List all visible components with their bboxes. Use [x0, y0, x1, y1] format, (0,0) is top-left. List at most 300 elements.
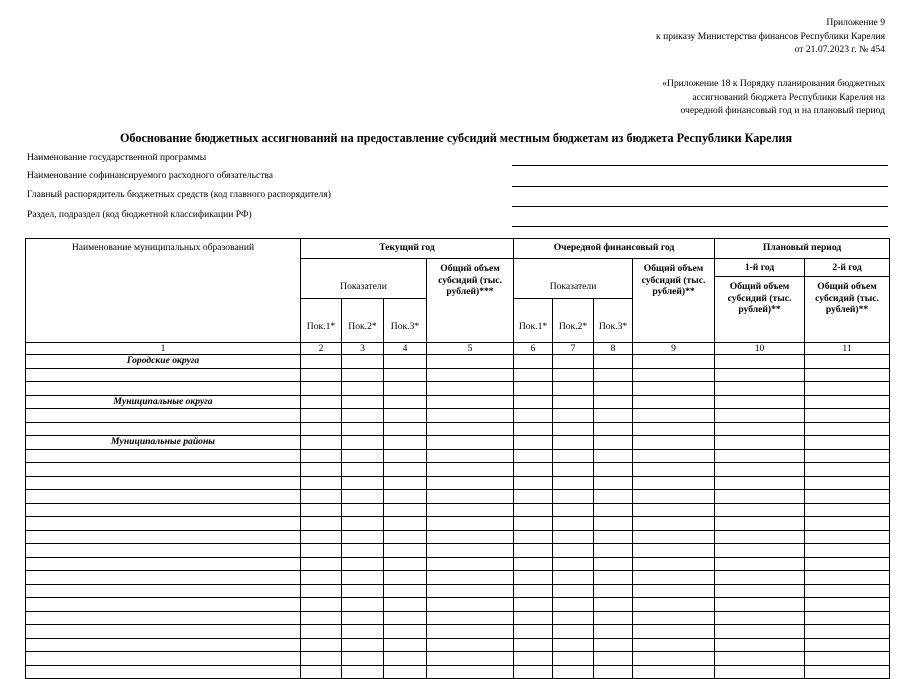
table-cell[interactable]	[342, 652, 384, 666]
table-cell[interactable]	[384, 598, 427, 612]
table-cell[interactable]	[342, 368, 384, 382]
table-cell[interactable]	[342, 625, 384, 639]
table-cell[interactable]	[427, 598, 514, 612]
table-cell[interactable]	[514, 530, 553, 544]
table-cell[interactable]	[633, 625, 715, 639]
table-cell[interactable]	[594, 625, 633, 639]
table-cell[interactable]	[633, 409, 715, 423]
table-cell[interactable]	[715, 409, 805, 423]
table-cell[interactable]	[514, 368, 553, 382]
table-cell[interactable]	[633, 463, 715, 477]
table-row	[26, 382, 890, 396]
table-cell[interactable]	[342, 544, 384, 558]
table-row	[26, 517, 890, 531]
table-cell[interactable]	[805, 382, 890, 396]
table-cell[interactable]	[553, 463, 594, 477]
table-cell[interactable]	[301, 530, 342, 544]
table-cell[interactable]	[514, 584, 553, 598]
table-cell[interactable]	[342, 355, 384, 369]
table-cell[interactable]	[301, 476, 342, 490]
table-cell[interactable]	[301, 355, 342, 369]
table-cell[interactable]	[427, 544, 514, 558]
table-cell[interactable]	[384, 490, 427, 504]
table-cell[interactable]	[805, 625, 890, 639]
table-cell[interactable]	[514, 409, 553, 423]
table-cell[interactable]	[633, 530, 715, 544]
table-cell[interactable]	[805, 463, 890, 477]
column-number: 4	[384, 343, 427, 355]
table-cell[interactable]	[594, 571, 633, 585]
table-cell[interactable]	[26, 557, 301, 571]
table-cell[interactable]	[514, 571, 553, 585]
table-cell[interactable]	[514, 382, 553, 396]
table-cell[interactable]	[342, 517, 384, 531]
table-cell[interactable]	[715, 503, 805, 517]
table-cell[interactable]	[633, 517, 715, 531]
table-cell[interactable]	[301, 598, 342, 612]
table-cell[interactable]	[633, 652, 715, 666]
table-cell[interactable]	[805, 665, 890, 679]
table-cell[interactable]	[26, 571, 301, 585]
table-cell[interactable]	[301, 652, 342, 666]
table-cell[interactable]	[342, 503, 384, 517]
table-cell[interactable]	[514, 517, 553, 531]
field-line-section[interactable]	[512, 226, 888, 227]
header-pok2-next: Пок.2*	[553, 299, 594, 343]
table-cell[interactable]	[342, 463, 384, 477]
table-cell[interactable]	[301, 611, 342, 625]
table-cell[interactable]	[633, 422, 715, 436]
table-cell[interactable]	[805, 571, 890, 585]
column-number: 5	[427, 343, 514, 355]
table-cell[interactable]	[553, 652, 594, 666]
table-cell[interactable]	[633, 490, 715, 504]
header-year-1: 1-й год	[715, 259, 805, 277]
table-cell[interactable]	[342, 422, 384, 436]
table-cell[interactable]	[553, 665, 594, 679]
table-cell[interactable]	[384, 530, 427, 544]
table-cell[interactable]	[384, 584, 427, 598]
table-cell[interactable]	[384, 463, 427, 477]
table-cell[interactable]	[384, 422, 427, 436]
table-cell[interactable]	[384, 409, 427, 423]
header-planning-period: Плановый период	[715, 239, 890, 259]
table-cell[interactable]	[26, 382, 301, 396]
table-cell[interactable]	[427, 571, 514, 585]
field-label-program: Наименование государственной программы	[27, 152, 207, 163]
table-cell[interactable]	[805, 611, 890, 625]
table-cell[interactable]	[553, 409, 594, 423]
table-cell[interactable]	[715, 611, 805, 625]
table-cell[interactable]	[715, 490, 805, 504]
table-cell[interactable]	[553, 395, 594, 409]
table-cell[interactable]	[384, 355, 427, 369]
table-cell[interactable]	[427, 611, 514, 625]
table-cell[interactable]	[384, 652, 427, 666]
table-cell[interactable]	[594, 544, 633, 558]
table-cell[interactable]	[715, 598, 805, 612]
table-cell[interactable]	[633, 584, 715, 598]
table-cell[interactable]	[805, 557, 890, 571]
table-cell[interactable]	[26, 611, 301, 625]
order-date: от 21.07.2023 г. № 454	[794, 44, 885, 55]
table-cell[interactable]	[384, 638, 427, 652]
table-cell[interactable]	[384, 476, 427, 490]
table-cell[interactable]	[301, 368, 342, 382]
table-cell[interactable]	[26, 503, 301, 517]
table-cell[interactable]	[805, 368, 890, 382]
table-cell[interactable]	[633, 638, 715, 652]
table-cell[interactable]	[553, 530, 594, 544]
table-cell[interactable]	[553, 571, 594, 585]
appendix-header	[656, 16, 885, 57]
table-cell[interactable]	[514, 395, 553, 409]
table-cell[interactable]	[514, 449, 553, 463]
table-cell[interactable]	[594, 638, 633, 652]
table-cell[interactable]	[427, 557, 514, 571]
table-cell[interactable]	[553, 422, 594, 436]
table-cell[interactable]	[715, 395, 805, 409]
table-cell[interactable]	[26, 476, 301, 490]
table-cell[interactable]	[427, 436, 514, 450]
table-cell[interactable]	[715, 476, 805, 490]
table-cell[interactable]	[633, 557, 715, 571]
table-cell[interactable]	[633, 503, 715, 517]
table-cell[interactable]	[594, 584, 633, 598]
table-cell[interactable]	[427, 422, 514, 436]
table-cell[interactable]	[384, 665, 427, 679]
table-cell[interactable]	[633, 544, 715, 558]
table-cell[interactable]	[301, 503, 342, 517]
table-cell[interactable]	[594, 652, 633, 666]
table-cell[interactable]	[427, 584, 514, 598]
table-cell[interactable]	[301, 571, 342, 585]
section-municipal-regions	[26, 436, 301, 450]
table-cell[interactable]	[427, 490, 514, 504]
table-cell[interactable]	[384, 517, 427, 531]
table-cell[interactable]	[384, 544, 427, 558]
table-cell[interactable]	[26, 638, 301, 652]
table-cell[interactable]	[301, 436, 342, 450]
table-cell[interactable]	[633, 436, 715, 450]
table-cell[interactable]	[553, 449, 594, 463]
table-cell[interactable]	[342, 395, 384, 409]
table-cell[interactable]	[633, 665, 715, 679]
header-next-year: Очередной финансовый год	[514, 239, 715, 259]
table-cell[interactable]	[715, 368, 805, 382]
appendix-subheader	[662, 77, 885, 118]
table-cell[interactable]	[594, 490, 633, 504]
table-cell[interactable]	[715, 449, 805, 463]
table-cell[interactable]	[633, 382, 715, 396]
table-cell[interactable]	[805, 476, 890, 490]
table-cell[interactable]	[427, 665, 514, 679]
table-cell[interactable]	[514, 611, 553, 625]
table-cell[interactable]	[553, 584, 594, 598]
table-cell[interactable]	[633, 611, 715, 625]
table-cell[interactable]	[553, 355, 594, 369]
table-cell[interactable]	[26, 422, 301, 436]
table-cell[interactable]	[427, 368, 514, 382]
table-cell[interactable]	[26, 517, 301, 531]
table-cell[interactable]	[427, 652, 514, 666]
table-cell[interactable]	[553, 598, 594, 612]
table-cell[interactable]	[384, 368, 427, 382]
column-number: 11	[805, 343, 890, 355]
table-row	[26, 449, 890, 463]
table-cell[interactable]	[633, 476, 715, 490]
table-cell[interactable]	[384, 395, 427, 409]
table-cell[interactable]	[342, 436, 384, 450]
table-cell[interactable]	[342, 584, 384, 598]
table-cell[interactable]	[553, 544, 594, 558]
table-cell[interactable]	[514, 422, 553, 436]
table-cell[interactable]	[594, 476, 633, 490]
table-cell[interactable]	[594, 665, 633, 679]
column-number: 9	[633, 343, 715, 355]
table-cell[interactable]	[805, 449, 890, 463]
table-cell[interactable]	[301, 409, 342, 423]
table-cell[interactable]	[594, 611, 633, 625]
table-cell[interactable]	[805, 530, 890, 544]
table-row	[26, 598, 890, 612]
column-number: 10	[715, 343, 805, 355]
table-cell[interactable]	[26, 368, 301, 382]
table-row	[26, 503, 890, 517]
table-cell[interactable]	[514, 652, 553, 666]
table-cell[interactable]	[594, 395, 633, 409]
table-cell[interactable]	[342, 530, 384, 544]
table-cell[interactable]	[715, 652, 805, 666]
table-cell[interactable]	[715, 625, 805, 639]
table-cell[interactable]	[553, 436, 594, 450]
table-row	[26, 665, 890, 679]
table-cell[interactable]	[633, 355, 715, 369]
table-cell[interactable]	[384, 611, 427, 625]
table-cell[interactable]	[26, 598, 301, 612]
table-cell[interactable]	[594, 503, 633, 517]
table-cell[interactable]	[427, 449, 514, 463]
table-cell[interactable]	[301, 449, 342, 463]
table-row	[26, 544, 890, 558]
table-row	[26, 638, 890, 652]
table-cell[interactable]	[384, 625, 427, 639]
header-total-current: Общий объем субсидий (тыс. рублей)***	[427, 259, 514, 343]
table-cell[interactable]	[805, 598, 890, 612]
table-cell[interactable]	[514, 638, 553, 652]
table-cell[interactable]	[301, 517, 342, 531]
table-cell[interactable]	[301, 490, 342, 504]
table-cell[interactable]	[514, 463, 553, 477]
table-cell[interactable]	[427, 476, 514, 490]
table-cell[interactable]	[427, 517, 514, 531]
table-row	[26, 368, 890, 382]
table-cell[interactable]	[342, 557, 384, 571]
table-cell[interactable]	[301, 382, 342, 396]
table-cell[interactable]	[553, 490, 594, 504]
table-cell[interactable]	[384, 503, 427, 517]
table-cell[interactable]	[594, 449, 633, 463]
table-cell[interactable]	[633, 449, 715, 463]
table-cell[interactable]	[715, 422, 805, 436]
table-cell[interactable]	[26, 409, 301, 423]
table-cell[interactable]	[633, 598, 715, 612]
table-cell[interactable]	[342, 571, 384, 585]
table-cell[interactable]	[715, 638, 805, 652]
table-cell[interactable]	[427, 395, 514, 409]
table-cell[interactable]	[805, 652, 890, 666]
table-cell[interactable]	[594, 368, 633, 382]
table-cell[interactable]	[301, 557, 342, 571]
table-cell[interactable]	[553, 625, 594, 639]
table-cell[interactable]	[805, 409, 890, 423]
table-cell[interactable]	[553, 557, 594, 571]
table-cell[interactable]	[594, 557, 633, 571]
table-cell[interactable]	[633, 571, 715, 585]
table-cell[interactable]	[342, 449, 384, 463]
table-cell[interactable]	[715, 436, 805, 450]
table-cell[interactable]	[514, 476, 553, 490]
table-cell[interactable]	[301, 463, 342, 477]
table-cell[interactable]	[301, 665, 342, 679]
table-cell[interactable]	[715, 382, 805, 396]
table-cell[interactable]	[384, 571, 427, 585]
table-cell[interactable]	[514, 625, 553, 639]
table-cell[interactable]	[301, 638, 342, 652]
table-cell[interactable]	[715, 571, 805, 585]
field-line-obligation[interactable]	[512, 186, 888, 187]
table-cell[interactable]	[594, 409, 633, 423]
table-cell[interactable]	[301, 544, 342, 558]
table-cell[interactable]	[805, 517, 890, 531]
table-cell[interactable]	[342, 665, 384, 679]
table-cell[interactable]	[26, 665, 301, 679]
column-number: 6	[514, 343, 553, 355]
table-cell[interactable]	[26, 490, 301, 504]
table-cell[interactable]	[805, 490, 890, 504]
table-cell[interactable]	[553, 368, 594, 382]
table-cell[interactable]	[553, 611, 594, 625]
table-cell[interactable]	[715, 544, 805, 558]
section-urban-districts	[26, 355, 301, 369]
table-cell[interactable]	[715, 517, 805, 531]
table-cell[interactable]	[514, 490, 553, 504]
table-cell[interactable]	[384, 436, 427, 450]
table-cell[interactable]	[427, 409, 514, 423]
table-cell[interactable]	[805, 503, 890, 517]
table-cell[interactable]	[594, 598, 633, 612]
table-cell[interactable]	[715, 355, 805, 369]
table-cell[interactable]	[594, 463, 633, 477]
table-cell[interactable]	[805, 395, 890, 409]
table-cell[interactable]	[553, 476, 594, 490]
table-cell[interactable]	[715, 530, 805, 544]
table-cell[interactable]	[26, 652, 301, 666]
table-cell[interactable]	[805, 584, 890, 598]
table-cell[interactable]	[26, 625, 301, 639]
table-cell[interactable]	[514, 436, 553, 450]
header-pok1-next: Пок.1*	[514, 299, 553, 343]
header-total-next: Общий объем субсидий (тыс. рублей)**	[633, 259, 715, 343]
table-cell[interactable]	[301, 625, 342, 639]
header-municipal: Наименование муниципальных образований	[26, 239, 301, 343]
subsidies-table	[25, 238, 890, 679]
table-cell[interactable]	[514, 355, 553, 369]
table-cell[interactable]	[427, 355, 514, 369]
subheader-line-1: «Приложение 18 к Порядку планирования бюджетных	[662, 78, 885, 89]
table-cell[interactable]	[342, 611, 384, 625]
table-cell[interactable]	[514, 544, 553, 558]
table-cell[interactable]	[427, 530, 514, 544]
table-cell[interactable]	[301, 422, 342, 436]
table-cell[interactable]	[427, 638, 514, 652]
table-cell[interactable]	[594, 436, 633, 450]
table-cell[interactable]	[805, 544, 890, 558]
table-cell[interactable]	[301, 395, 342, 409]
table-cell[interactable]	[427, 382, 514, 396]
field-line-program[interactable]	[512, 165, 888, 166]
table-cell[interactable]	[26, 584, 301, 598]
table-cell[interactable]	[633, 368, 715, 382]
table-cell[interactable]	[514, 665, 553, 679]
table-cell[interactable]	[427, 463, 514, 477]
header-pok3-current: Пок.3*	[384, 299, 427, 343]
table-cell[interactable]	[301, 584, 342, 598]
table-cell[interactable]	[384, 449, 427, 463]
table-cell[interactable]	[805, 436, 890, 450]
table-cell[interactable]	[594, 530, 633, 544]
table-cell[interactable]	[342, 476, 384, 490]
table-cell[interactable]	[715, 665, 805, 679]
column-numbers-row	[26, 343, 890, 355]
table-cell[interactable]	[514, 503, 553, 517]
table-cell[interactable]	[553, 517, 594, 531]
table-cell[interactable]	[553, 382, 594, 396]
table-cell[interactable]	[715, 584, 805, 598]
table-row	[26, 422, 890, 436]
table-cell[interactable]	[715, 463, 805, 477]
table-cell[interactable]	[633, 395, 715, 409]
field-line-distributor[interactable]	[512, 206, 888, 207]
table-cell[interactable]	[342, 598, 384, 612]
table-cell[interactable]	[26, 544, 301, 558]
table-cell[interactable]	[384, 382, 427, 396]
table-cell[interactable]	[427, 625, 514, 639]
table-cell[interactable]	[805, 422, 890, 436]
table-cell[interactable]	[553, 503, 594, 517]
table-cell[interactable]	[594, 422, 633, 436]
table-cell[interactable]	[342, 409, 384, 423]
table-cell[interactable]	[514, 598, 553, 612]
table-cell[interactable]	[26, 449, 301, 463]
table-cell[interactable]	[26, 530, 301, 544]
table-cell[interactable]	[514, 557, 553, 571]
table-cell[interactable]	[805, 355, 890, 369]
header-year-2: 2-й год	[805, 259, 890, 277]
table-cell[interactable]	[342, 490, 384, 504]
table-cell[interactable]	[594, 517, 633, 531]
table-cell[interactable]	[805, 638, 890, 652]
table-cell[interactable]	[26, 463, 301, 477]
table-cell[interactable]	[594, 382, 633, 396]
table-cell[interactable]	[553, 638, 594, 652]
table-cell[interactable]	[384, 557, 427, 571]
table-cell[interactable]	[715, 557, 805, 571]
table-cell[interactable]	[342, 638, 384, 652]
table-cell[interactable]	[427, 503, 514, 517]
table-cell[interactable]	[342, 382, 384, 396]
table-cell[interactable]	[594, 355, 633, 369]
